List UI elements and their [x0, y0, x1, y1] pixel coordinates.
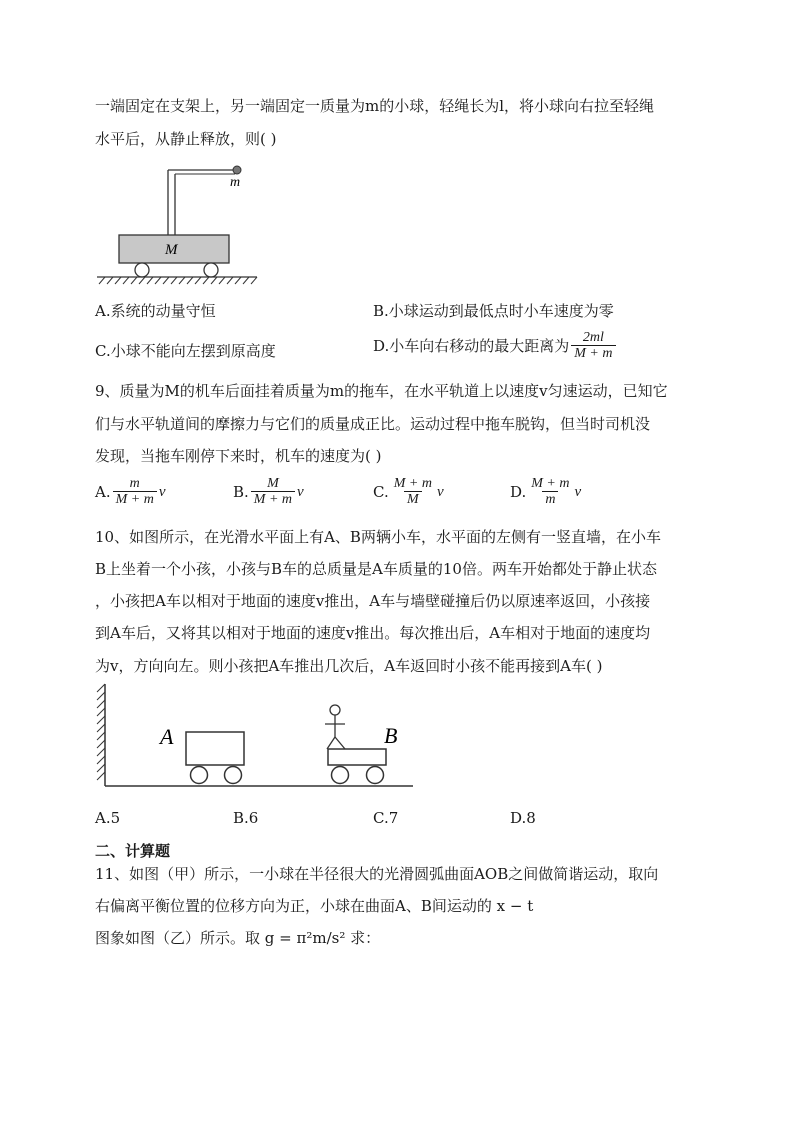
q10-cart-a-wheel-left	[191, 767, 208, 784]
q9-option-a-fraction	[113, 476, 157, 507]
q10-cart-b-wheel-right	[367, 767, 384, 784]
q9-option-d-label: D.	[510, 482, 527, 501]
q10-line-3: ，小孩把A车以相对于地面的速度v推出，A车与墙壁碰撞后仍以原速率返回，小孩接	[95, 592, 651, 610]
q9-line-1: 9、质量为M的机车后面挂着质量为m的拖车，在水平轨道上以速度v匀速运动，已知它	[95, 382, 668, 400]
q9-option-d	[510, 476, 581, 507]
q11-line-3: 图象如图（乙）所示。取 g = π²m/s² 求：	[95, 929, 381, 947]
q9-option-d-num: M + m	[531, 476, 570, 491]
q9-option-d-var: v	[574, 483, 582, 500]
q10-fig-label-b: B	[384, 723, 398, 748]
q8-wheel-right	[204, 263, 218, 277]
q9-option-b-fraction	[251, 476, 295, 507]
q9-option-c-var: v	[436, 483, 444, 500]
section-title-calculation: 二、计算题	[95, 842, 171, 860]
q10-cart-b-wheel-left	[332, 767, 349, 784]
q10-option-d: D.8	[510, 809, 536, 827]
q8-wheel-left	[135, 263, 149, 277]
q10-line-5: 为v，方向向左。则小孩把A车推出几次后，A车返回时小孩不能再接到A车( )	[95, 657, 603, 675]
q11-line-1: 11、如图（甲）所示，一小球在半径很大的光滑圆弧曲面AOB之间做简谐运动，取向	[95, 865, 659, 883]
q9-option-b-label: B.	[233, 482, 249, 501]
q9-option-a-den: M + m	[113, 491, 157, 507]
q8-ball	[233, 166, 241, 174]
q8-option-d-text: D.小车向右移动的最大距离为	[373, 336, 570, 355]
q10-child-figure	[325, 705, 345, 749]
q9-option-c-fraction	[391, 476, 435, 507]
q10-line-1: 10、如图所示，在光滑水平面上有A、B两辆小车，水平面的左侧有一竖直墙，在小车	[95, 528, 661, 546]
q9-option-a	[95, 476, 166, 507]
q9-option-c	[373, 476, 444, 507]
q10-option-c: C.7	[373, 809, 399, 827]
q11-line-2: 右偏离平衡位置的位移方向为正，小球在曲面A、B间运动的 x − t	[95, 897, 534, 915]
q10-option-a: A.5	[95, 809, 121, 827]
q10-line-4: 到A车后，又将其以相对于地面的速度v推出。每次推出后，A车相对于地面的速度均	[95, 624, 651, 642]
q10-cart-a-body	[186, 732, 244, 765]
q8-option-d	[373, 330, 618, 361]
q10-fig-label-a: A	[160, 724, 174, 749]
q10-cart-b-body	[328, 749, 386, 765]
q9-line-2: 们与水平轨道间的摩擦力与它们的质量成正比。运动过程中拖车脱钩，但当时司机没	[95, 415, 651, 433]
q10-line-2: B上坐着一个小孩，小孩与B车的总质量是A车质量的10倍。两车开始都处于静止状态	[95, 560, 657, 578]
q9-option-c-label: C.	[373, 482, 389, 501]
q9-option-b-var: v	[297, 483, 304, 500]
q8-option-d-fraction	[571, 330, 615, 361]
q8-option-c: C.小球不能向左摆到原高度	[95, 342, 276, 360]
q8-option-a: A.系统的动量守恒	[95, 302, 216, 320]
q10-cart-a-wheel-right	[225, 767, 242, 784]
q9-option-a-num: m	[129, 476, 140, 491]
q8-line-2: 水平后，从静止释放，则( )	[95, 130, 277, 148]
q9-option-b-num: M	[267, 476, 279, 491]
q9-option-a-label: A.	[95, 482, 111, 501]
q9-option-a-var: v	[158, 483, 166, 500]
q9-option-b	[233, 476, 304, 507]
q8-option-d-num: 2ml	[582, 330, 604, 345]
q8-fig-m-label: m	[230, 175, 241, 190]
q10-carts-figure	[95, 682, 415, 792]
q9-option-b-den: M + m	[251, 491, 295, 507]
q8-fig-M-label: M	[165, 242, 178, 258]
q9-option-c-num: M + m	[393, 476, 432, 491]
q8-option-d-den: M + m	[571, 345, 615, 361]
q8-cart-figure	[95, 160, 265, 285]
q9-option-c-den: M	[404, 491, 422, 507]
q9-option-d-den: m	[542, 491, 558, 507]
q9-line-3: 发现，当拖车刚停下来时，机车的速度为( )	[95, 447, 382, 465]
q8-line-1: 一端固定在支架上，另一端固定一质量为m的小球，轻绳长为l，将小球向右拉至轻绳	[95, 97, 655, 115]
q8-option-b: B.小球运动到最低点时小车速度为零	[373, 302, 614, 320]
q10-option-b: B.6	[233, 809, 259, 827]
q9-option-d-fraction	[528, 476, 572, 507]
